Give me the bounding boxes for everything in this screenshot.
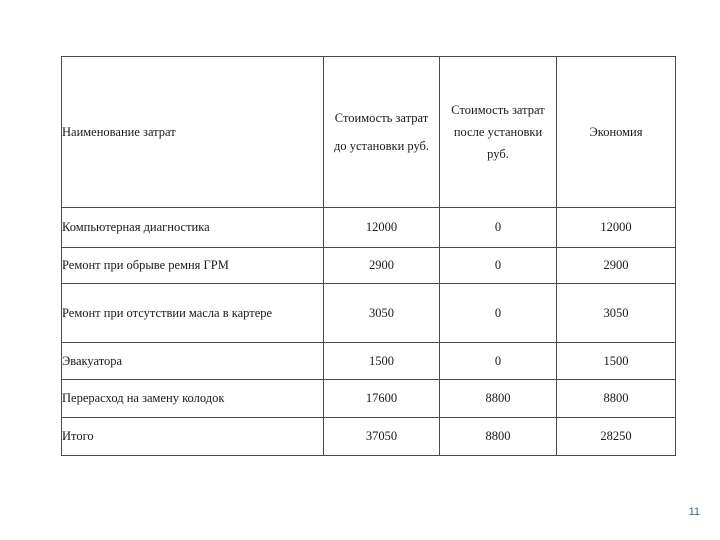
- row-cost-after: 8800: [440, 418, 557, 456]
- row-cost-name: Перерасход на замену колодок: [62, 380, 324, 418]
- row-cost-name: Эвакуатора: [62, 343, 324, 380]
- row-saving: 2900: [557, 248, 676, 284]
- row-cost-before: 1500: [324, 343, 440, 380]
- header-cost-before: [324, 57, 440, 208]
- header-cost-after-line-1: Стоимость затрат: [451, 103, 545, 117]
- row-cost-after: 0: [440, 248, 557, 284]
- header-cost-before-line-2: до установки руб.: [333, 139, 430, 153]
- header-cost-name: Наименование затрат: [62, 57, 324, 208]
- row-cost-name: Компьютерная диагностика: [62, 208, 324, 248]
- table-row: [62, 248, 676, 284]
- row-saving: 12000: [557, 208, 676, 248]
- table-header-row: [62, 57, 676, 208]
- header-cost-after-line-2: после установки: [453, 125, 543, 139]
- row-cost-before: 3050: [324, 284, 440, 343]
- table-row: [62, 343, 676, 380]
- header-saving: Экономия: [557, 57, 676, 208]
- row-cost-after: 8800: [440, 380, 557, 418]
- header-cost-after: [440, 57, 557, 208]
- row-cost-name: Ремонт при отсутствии масла в картере: [62, 284, 324, 343]
- table-row: [62, 380, 676, 418]
- header-cost-before-line-1: Стоимость затрат: [334, 111, 429, 125]
- row-cost-after: 0: [440, 343, 557, 380]
- row-saving: 28250: [557, 418, 676, 456]
- page-number: 11: [688, 506, 700, 518]
- row-cost-before: 37050: [324, 418, 440, 456]
- row-cost-before: 2900: [324, 248, 440, 284]
- row-cost-name: Итого: [62, 418, 324, 456]
- row-cost-after: 0: [440, 284, 557, 343]
- row-saving: 3050: [557, 284, 676, 343]
- header-cost-after-line-3: руб.: [487, 147, 509, 161]
- row-saving: 8800: [557, 380, 676, 418]
- row-cost-before: 12000: [324, 208, 440, 248]
- table-row: [62, 208, 676, 248]
- row-cost-name: Ремонт при обрыве ремня ГРМ: [62, 248, 324, 284]
- table-row-total: [62, 418, 676, 456]
- cost-comparison-table: [61, 56, 676, 456]
- row-cost-after: 0: [440, 208, 557, 248]
- row-saving: 1500: [557, 343, 676, 380]
- row-cost-before: 17600: [324, 380, 440, 418]
- table-row: [62, 284, 676, 343]
